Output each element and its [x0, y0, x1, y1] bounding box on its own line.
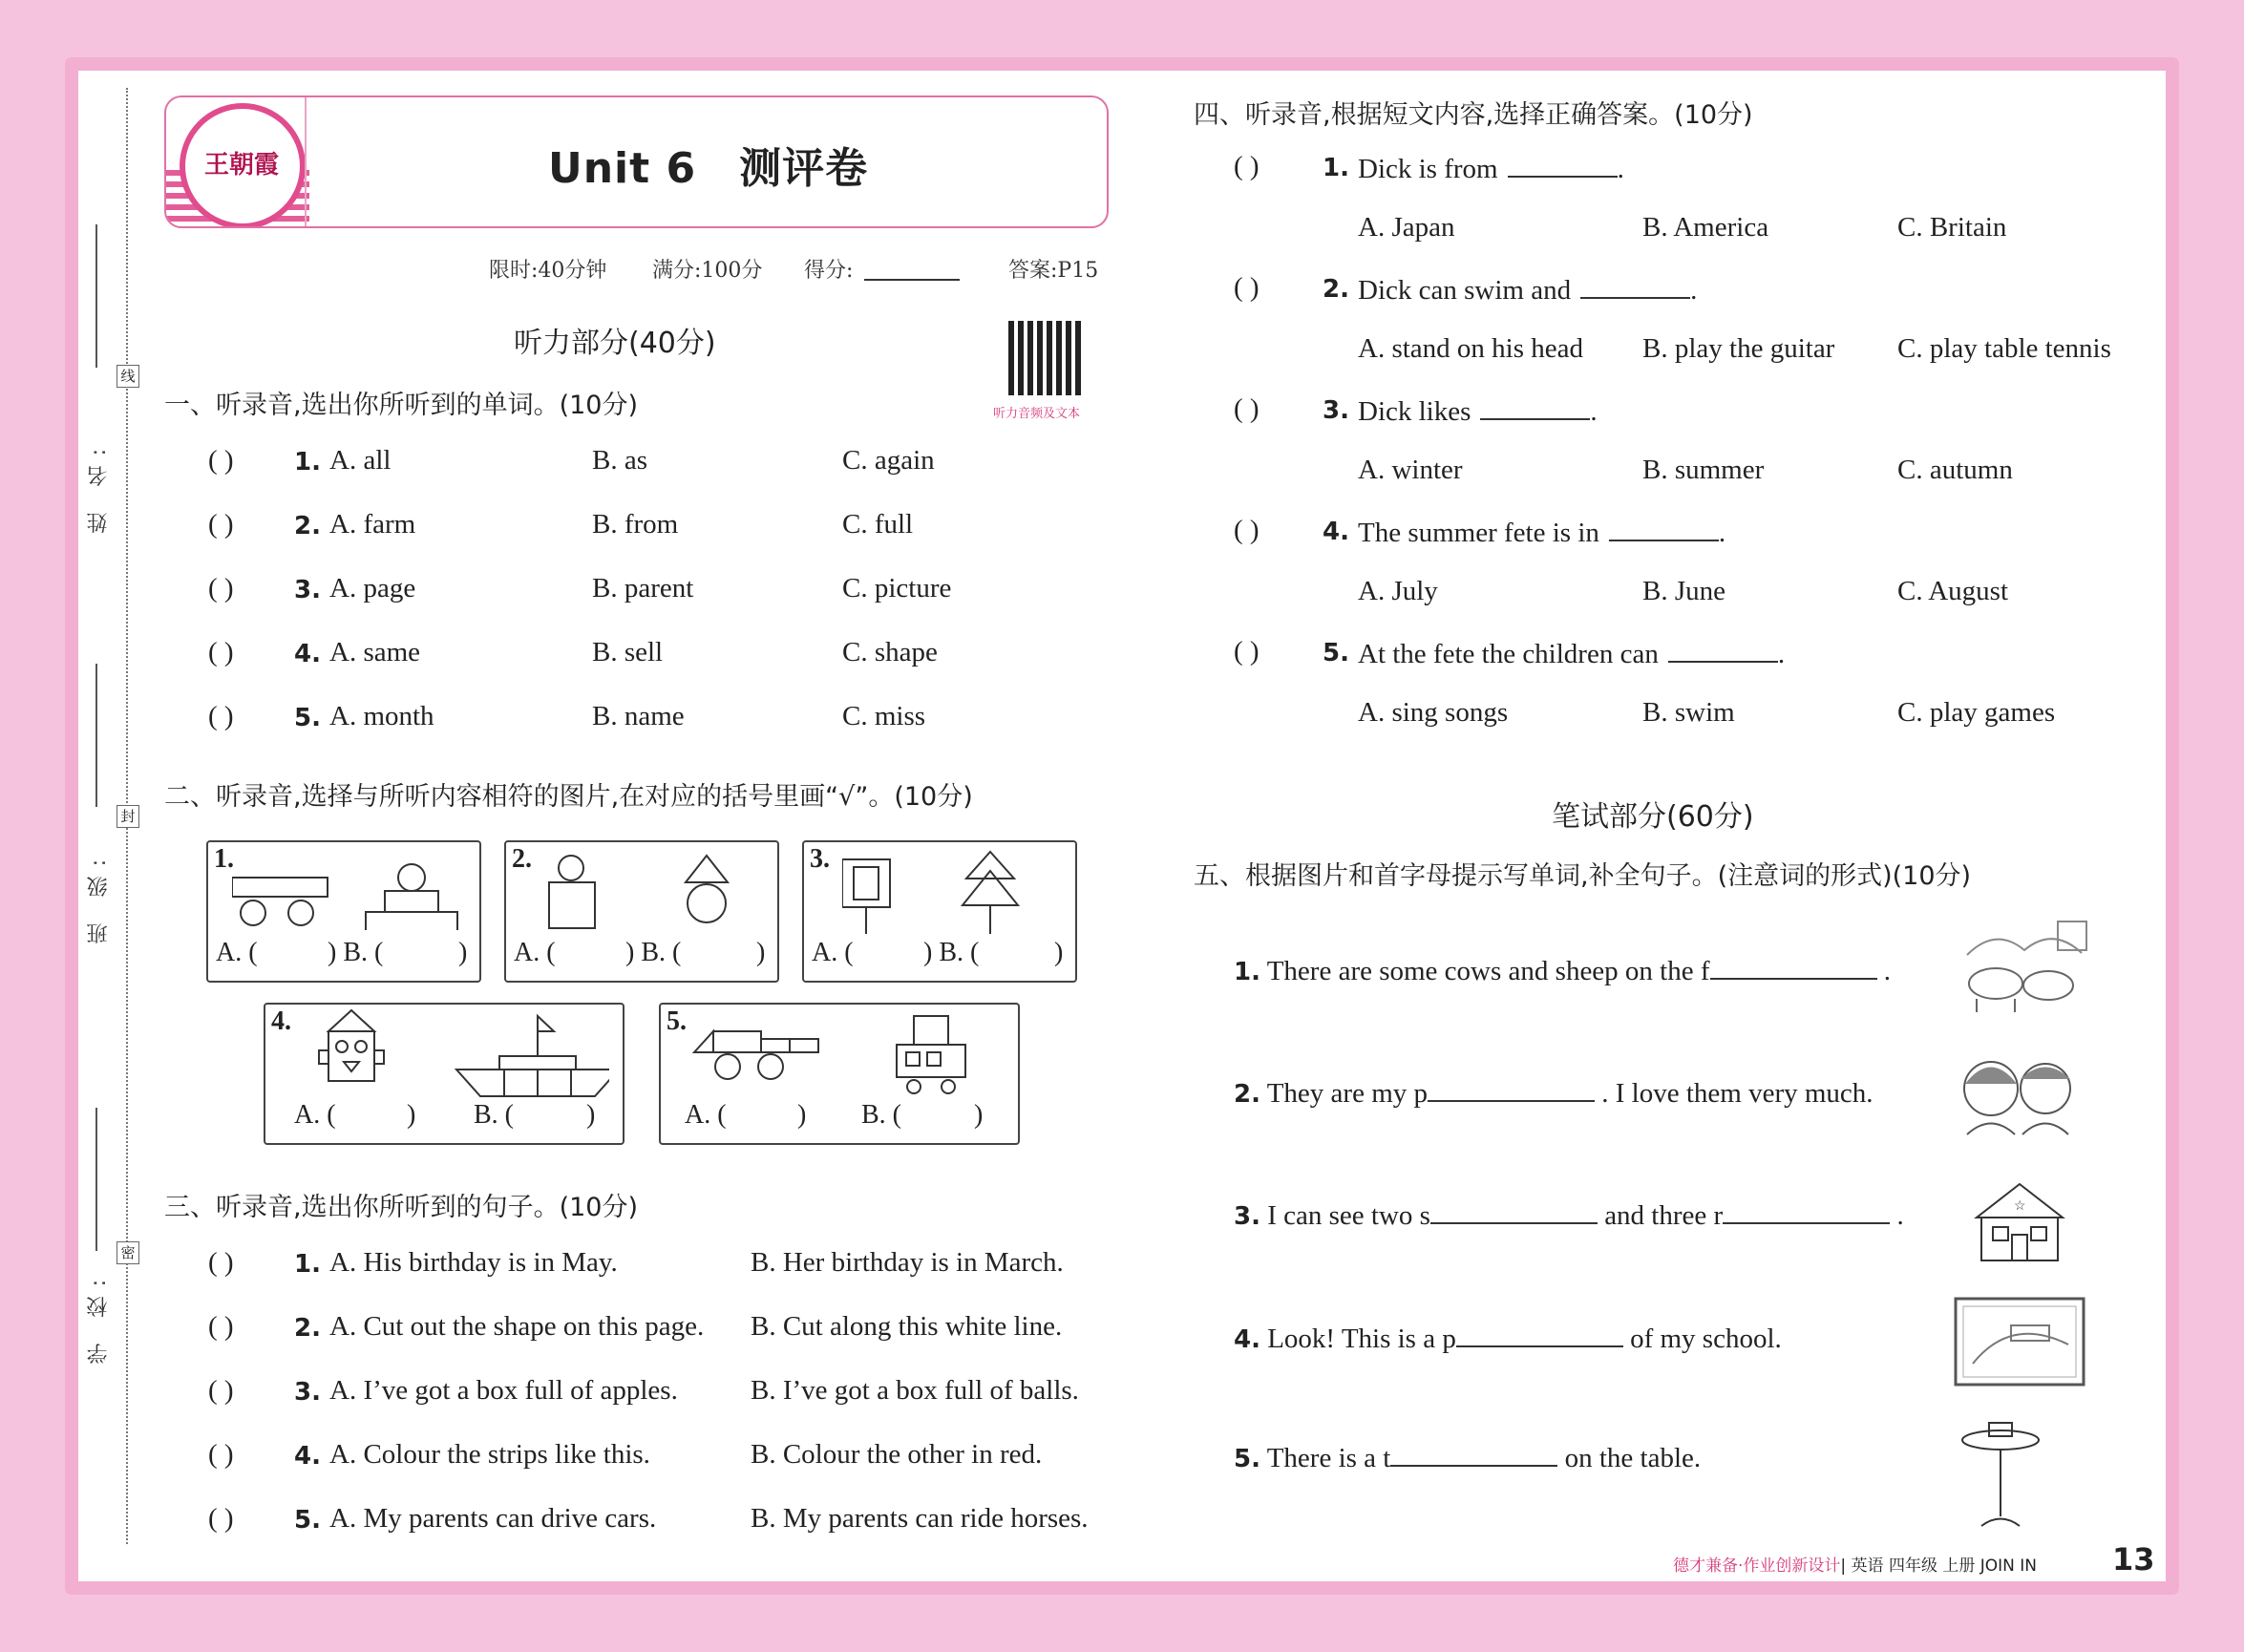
option-a-paren[interactable]: A. ( [216, 938, 258, 967]
close-paren: ) [407, 1100, 416, 1130]
shapes-picture [232, 854, 461, 930]
box-number: 3. [810, 844, 830, 874]
option-b: B. as [592, 445, 647, 476]
footer-info: | 英语 四年级 上册 JOIN IN [1840, 1557, 2038, 1576]
box-number: 4. [271, 1006, 291, 1036]
item-number: 1. [1323, 154, 1349, 182]
question-stem: The summer fete is in [1358, 518, 1599, 548]
school-blank-line [95, 1108, 99, 1251]
question-stem: At the fete the children can [1358, 639, 1659, 669]
box-number: 1. [214, 844, 234, 874]
answer-ref: 答案:P15 [1008, 259, 1099, 283]
option-b: B. Cut along this white line. [751, 1311, 1063, 1342]
option-b: B. Her birthday is in March. [751, 1247, 1064, 1278]
sentence-start: They are my p [1266, 1078, 1428, 1109]
question-text [1358, 393, 1598, 428]
qr-label: 听力音频及文本 [993, 407, 1081, 421]
part2-title: 二、听录音,选择与所听内容相符的图片,在对应的括号里画“√”。(10分) [164, 782, 973, 812]
part4-title: 四、听录音,根据短文内容,选择正确答案。(10分) [1194, 100, 1753, 130]
question-text [1358, 515, 1725, 549]
option-b: B. play the guitar [1642, 333, 1835, 364]
answer-bracket[interactable]: ( ) [208, 573, 234, 604]
option-b: B. from [592, 509, 679, 540]
class-label: 班 级: [87, 850, 111, 944]
option-b: B. I’ve got a box full of balls. [751, 1375, 1079, 1406]
logo [180, 103, 306, 228]
sentence-end: on the table. [1564, 1443, 1702, 1473]
shapes-picture [842, 850, 1052, 936]
item-number: 3. [1323, 396, 1349, 425]
sentence-start: There is a t [1266, 1443, 1391, 1473]
item-number: 4. [1234, 1325, 1260, 1354]
answer-bracket[interactable]: ( ) [1234, 272, 1260, 303]
box-number: 2. [512, 844, 532, 874]
page-number: 13 [2112, 1541, 2155, 1578]
item-number: 2. [294, 512, 321, 540]
option-b: B. June [1642, 576, 1725, 606]
shapes-picture [685, 1014, 1000, 1100]
mark-seal: 封 [116, 805, 139, 828]
item-number: 4. [1323, 518, 1349, 546]
answer-bracket[interactable]: ( ) [1234, 636, 1260, 667]
close-paren: ) [974, 1100, 984, 1130]
period: . [1777, 639, 1786, 669]
name-blank-line [95, 224, 99, 368]
part5-title: 五、根据图片和首字母提示写单词,补全句子。(注意词的形式)(10分) [1194, 861, 1972, 891]
answer-bracket[interactable]: ( ) [208, 1503, 234, 1534]
option-b: B. My parents can ride horses. [751, 1503, 1089, 1534]
close-paren: ) [797, 1100, 807, 1130]
item-number: 3. [294, 1378, 321, 1407]
option-a: A. stand on his head [1358, 333, 1583, 364]
option-c: C. again [842, 445, 935, 476]
question-stem: Dick can swim and [1358, 275, 1572, 306]
option-b: B. summer [1642, 455, 1765, 485]
qr-code-icon[interactable] [1008, 321, 1083, 395]
item-number: 3. [294, 576, 321, 604]
footer [1673, 1552, 2037, 1576]
option-a: A. I’ve got a box full of apples. [329, 1375, 678, 1406]
option-a: A. same [329, 637, 421, 667]
sentence-start: I can see two s [1267, 1200, 1430, 1231]
fill-sentence [1234, 1440, 1701, 1474]
answer-blank[interactable] [1390, 1440, 1557, 1467]
title-banner [164, 95, 1109, 228]
box-number: 5. [667, 1006, 687, 1036]
option-a: A. Japan [1358, 212, 1455, 243]
picture-box-1 [206, 840, 481, 983]
item-number: 2. [1234, 1080, 1260, 1109]
option-b-paren[interactable]: B. ( [474, 1100, 514, 1130]
fill-sentence [1234, 1075, 1874, 1110]
answer-bracket[interactable]: ( ) [208, 1375, 234, 1406]
close-paren: ) [1054, 938, 1064, 967]
paper [65, 57, 2179, 1595]
item-number: 1. [294, 448, 321, 477]
full-score: 满分:100分 [652, 259, 763, 283]
option-b-paren[interactable]: B. ( [861, 1100, 901, 1130]
option-b-paren[interactable]: ) B. ( [328, 938, 384, 967]
option-a: A. Cut out the shape on this page. [329, 1311, 705, 1342]
option-b: B. sell [592, 637, 664, 667]
logo-text: 王朝霞 [204, 151, 280, 180]
option-c: C. play table tennis [1897, 333, 2111, 364]
picture-box-2 [504, 840, 779, 983]
sentence-end: . [1883, 956, 1892, 986]
answer-blank[interactable] [1580, 272, 1690, 299]
answer-blank[interactable] [1430, 1197, 1598, 1224]
shapes-picture [544, 854, 754, 935]
mark-close: 密 [116, 1241, 139, 1264]
option-a: A. page [329, 573, 416, 604]
svg-text:☆: ☆ [2014, 1199, 2026, 1214]
class-blank-line [95, 664, 99, 807]
question-text [1358, 272, 1697, 307]
part3-title: 三、听录音,选出你所听到的句子。(10分) [164, 1193, 639, 1222]
period: . [1718, 518, 1726, 548]
answer-blank[interactable] [1456, 1321, 1623, 1347]
time-limit: 限时:40分钟 [489, 259, 607, 283]
item-number: 5. [294, 1506, 321, 1535]
option-b-paren[interactable]: ) B. ( [923, 938, 980, 967]
period: . [1690, 275, 1698, 306]
name-label: 姓 名: [87, 439, 111, 534]
picture-box-3 [802, 840, 1077, 983]
option-a-paren[interactable]: A. ( [514, 938, 556, 967]
answer-bracket[interactable]: ( ) [208, 701, 234, 731]
answer-bracket[interactable]: ( ) [208, 445, 234, 476]
sentence-start: There are some cows and sheep on the f [1266, 956, 1710, 986]
school-label: 学 校: [87, 1270, 111, 1365]
question-text [1358, 151, 1624, 185]
option-b: B. Colour the other in red. [751, 1439, 1043, 1470]
option-a-paren[interactable]: A. ( [294, 1100, 336, 1130]
listening-section-title: 听力部分(40分) [514, 327, 716, 360]
fill-sentence [1234, 1321, 1782, 1355]
item-number: 4. [294, 640, 321, 668]
option-b: B. swim [1642, 697, 1735, 728]
answer-bracket[interactable]: ( ) [1234, 515, 1260, 545]
title-divider [305, 97, 307, 226]
answer-bracket[interactable]: ( ) [208, 637, 234, 667]
answer-bracket[interactable]: ( ) [208, 1247, 234, 1278]
shapes-picture [304, 1008, 609, 1104]
page-title: Unit 6 测评卷 [548, 144, 869, 193]
answer-blank[interactable] [1723, 1197, 1890, 1224]
option-c: C. picture [842, 573, 952, 604]
answer-blank[interactable] [1428, 1075, 1595, 1102]
fill-sentence [1234, 1197, 1904, 1232]
close-paren: ) [756, 938, 766, 967]
period: . [1590, 396, 1598, 427]
option-b-paren[interactable]: ) B. ( [625, 938, 682, 967]
telephone-on-table-picture [1958, 1421, 2043, 1536]
school-photo-picture [1954, 1297, 2085, 1387]
score-label: 得分: [804, 259, 854, 283]
period: . [1617, 154, 1624, 184]
option-c: C. Britain [1897, 212, 2007, 243]
mark-line: 线 [116, 365, 139, 388]
question-text [1358, 636, 1785, 670]
question-stem: Dick likes [1358, 396, 1471, 427]
answer-bracket[interactable]: ( ) [1234, 151, 1260, 181]
farm-picture [1958, 917, 2091, 1022]
option-c: C. full [842, 509, 914, 540]
option-c: C. play games [1897, 697, 2056, 728]
item-number: 1. [1234, 958, 1260, 986]
sentence-end: . [1896, 1200, 1904, 1231]
answer-blank[interactable] [1508, 151, 1618, 178]
sentence-start: Look! This is a p [1267, 1324, 1456, 1354]
option-a: A. My parents can drive cars. [329, 1503, 657, 1534]
answer-blank[interactable] [1668, 636, 1778, 663]
option-b: B. parent [592, 573, 694, 604]
answer-bracket[interactable]: ( ) [208, 509, 234, 540]
option-a-paren[interactable]: A. ( [812, 938, 854, 967]
option-a: A. Colour the strips like this. [329, 1439, 650, 1470]
option-a: A. all [329, 445, 392, 476]
score-blank[interactable] [864, 279, 960, 281]
item-number: 5. [1234, 1445, 1260, 1473]
answer-blank[interactable] [1480, 393, 1590, 420]
option-a: A. winter [1358, 455, 1463, 485]
answer-blank[interactable] [1710, 953, 1877, 980]
option-c: C. autumn [1897, 455, 2013, 485]
sentence-end: of my school. [1630, 1324, 1782, 1354]
footer-brand: 德才兼备·作业创新设计 [1673, 1557, 1841, 1576]
option-a-paren[interactable]: A. ( [685, 1100, 727, 1130]
house-picture [1972, 1179, 2067, 1265]
item-number: 4. [294, 1442, 321, 1471]
option-a: A. farm [329, 509, 416, 540]
item-number: 2. [294, 1314, 321, 1343]
answer-blank[interactable] [1609, 515, 1719, 541]
option-c: C. miss [842, 701, 926, 731]
option-c: C. August [1897, 576, 2009, 606]
sentence-middle: and three r [1604, 1200, 1724, 1231]
writing-section-title: 笔试部分(60分) [1552, 800, 1754, 834]
item-number: 5. [294, 704, 321, 732]
answer-bracket[interactable]: ( ) [208, 1311, 234, 1342]
item-number: 5. [1323, 639, 1349, 667]
option-a: A. His birthday is in May. [329, 1247, 618, 1278]
close-paren: ) [586, 1100, 596, 1130]
option-a: A. month [329, 701, 434, 731]
option-a: A. July [1358, 576, 1438, 606]
item-number: 1. [294, 1250, 321, 1279]
picture-box-4 [264, 1003, 625, 1145]
option-a: A. sing songs [1358, 697, 1509, 728]
fill-sentence [1234, 953, 1891, 987]
option-b: B. name [592, 701, 685, 731]
close-paren: ) [458, 938, 468, 967]
picture-box-5 [659, 1003, 1020, 1145]
parents-picture [1958, 1050, 2082, 1136]
part1-title: 一、听录音,选出你所听到的单词。(10分) [164, 391, 639, 420]
answer-bracket[interactable]: ( ) [208, 1439, 234, 1470]
option-c: C. shape [842, 637, 938, 667]
answer-bracket[interactable]: ( ) [1234, 393, 1260, 424]
item-number: 3. [1234, 1202, 1260, 1231]
question-stem: Dick is from [1358, 154, 1498, 184]
item-number: 2. [1323, 275, 1349, 304]
sentence-end: . I love them very much. [1601, 1078, 1874, 1109]
option-b: B. America [1642, 212, 1769, 243]
